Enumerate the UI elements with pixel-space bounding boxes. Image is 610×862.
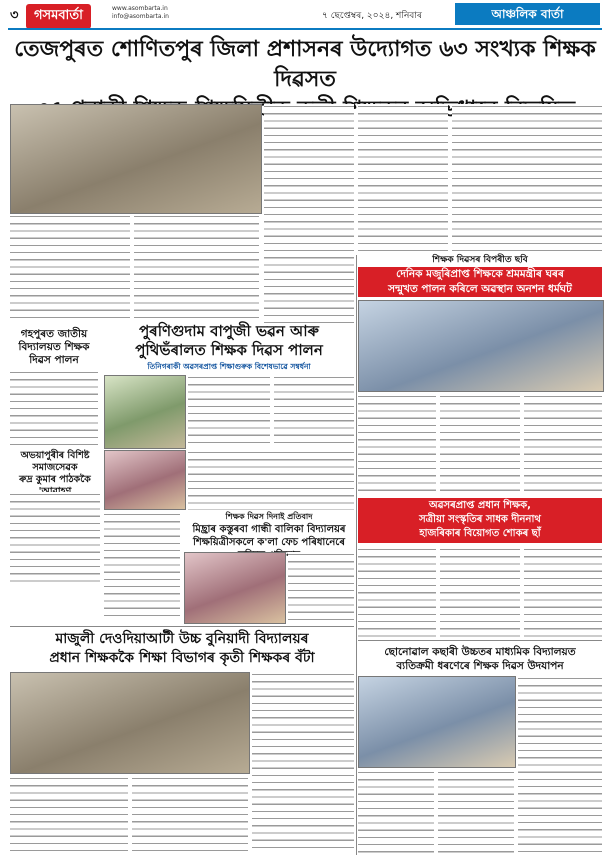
- hunger-strike-body-2: [440, 394, 520, 494]
- masthead-contact: [112, 5, 169, 21]
- issue-date: ৭ ছেপ্তেম্বৰ, ২০২৪, শনিবাৰ: [322, 11, 422, 21]
- hazarika-body-3: [524, 547, 602, 637]
- purbadham-photo-2: [104, 450, 186, 510]
- divider: [358, 640, 602, 641]
- sonowal-body-3: [438, 770, 514, 854]
- mising-headline: মিছ্ৰাৰ কস্তুৰবা গান্ধী বালিকা বিদ্যালয়ৰ শিক্ষয়িত্ৰীসকলে ক'লা ফেচ পৰিধানেৰে: [192, 524, 346, 548]
- gohpur-headline: গহপুৰত জাতীয় বিদ্যালয়ত শিক্ষক দিৱস পালন: [18, 328, 90, 366]
- purbadham-body-1: [188, 375, 270, 447]
- masthead-logo: গসমবাৰ্তা: [26, 4, 91, 29]
- majuli-body-2: [10, 776, 128, 854]
- divider: [10, 626, 354, 627]
- majuli-body-1: [252, 672, 354, 854]
- page-header: [0, 0, 610, 30]
- column-divider: [356, 255, 357, 855]
- lead-headline: তেজপুৰত শোণিতপুৰ জিলা প্ৰশাসনৰ উদ্যোগত ৬৩ সংখ্যক শিক্ষক দিৱসত: [14, 36, 596, 92]
- purbadham-subheadline: তিনিগৰাকী অৱসৰপ্ৰাপ্ত শিক্ষাগুৰুক বিশেষভাৱে সম্বৰ্ধনা: [147, 362, 311, 371]
- lead-body-column-4: [358, 104, 448, 254]
- lead-body-column-2: [134, 214, 259, 324]
- majuli-headline: মাজুলী দেওদিয়াআটী উচ্চ বুনিয়াদী বিদ্যালয়ৰ প্ৰধান শিক্ষককৈ শিক্ষা বিভাগৰ কৃতী শিক্ষকৰ বঁটা: [49, 631, 315, 666]
- sonowal-body-2: [358, 770, 434, 854]
- hunger-strike-body-1: [358, 394, 436, 494]
- email-link[interactable]: info@asombarta.in: [112, 13, 169, 20]
- purbadham-photo-1: [104, 375, 186, 449]
- purbadham-headline: পুৰণিগুদাম বাপুজী ভৱন আৰু পুথিভঁৰালত শিক্ষক দিৱস পালন: [135, 322, 323, 359]
- mising-kicker: শিক্ষক দিৱস দিনাই প্ৰতিবাদ: [225, 512, 313, 521]
- hazarika-headline: অৱসৰপ্ৰাপ্ত প্ৰধান শিক্ষক, সত্ৰীয়া সংস্কৃতিৰ সাধক দীননাথ হাজৰিকাৰ বিয়োগত শোকৰ ছাঁ: [358, 498, 602, 543]
- hunger-strike-body-3: [524, 394, 602, 494]
- section-label: আঞ্চলিক বাৰ্তা: [455, 3, 600, 25]
- mising-body-2: [104, 512, 180, 622]
- lead-body-column-5: [452, 104, 602, 254]
- page-number: ৩: [10, 8, 19, 23]
- purbadham-body-3: [188, 450, 354, 510]
- hunger-strike-headline: দেনিক মজুৰিপ্ৰাপ্ত শিক্ষকে শ্ৰমমন্ত্ৰীৰ ঘৰৰ সন্মুখত পালন কৰিলে অৱস্থান অনশন ধৰ্মঘট: [358, 267, 602, 297]
- sonowal-headline: ছোনোৱাল কছাৰী উচ্চতৰ মাধ্যমিক বিদ্যালয়ত ব্যতিক্ৰমী ধৰণেৰে শিক্ষক দিৱস উদযাপন: [384, 646, 576, 672]
- majuli-body-3: [132, 776, 248, 854]
- header-divider: [8, 28, 602, 30]
- lead-photo: [10, 104, 262, 214]
- hunger-strike-photo: [358, 300, 604, 392]
- website-link[interactable]: www.asombarta.in: [112, 5, 168, 12]
- hazarika-body-1: [358, 547, 436, 637]
- lead-body-column-3: [264, 104, 354, 324]
- gohpur-body: [10, 370, 98, 448]
- hazarika-body-2: [440, 547, 520, 637]
- hunger-strike-kicker: শিক্ষক দিৱসৰ বিপৰীত ছবি: [432, 255, 528, 265]
- mising-body-1: [288, 552, 354, 622]
- abhayapuri-headline: অভয়াপুৰীৰ বিশিষ্ট সমাজসেৱক ৰুদ্ৰ কুমাৰ পাঠককৈ: [19, 450, 91, 485]
- abhayapuri-body: [10, 492, 100, 582]
- sonowal-body-1: [518, 676, 602, 854]
- mising-photo: [184, 552, 286, 624]
- sonowal-photo: [358, 676, 516, 768]
- purbadham-body-2: [274, 375, 354, 447]
- lead-body-column-1: [10, 214, 130, 324]
- majuli-photo: [10, 672, 250, 774]
